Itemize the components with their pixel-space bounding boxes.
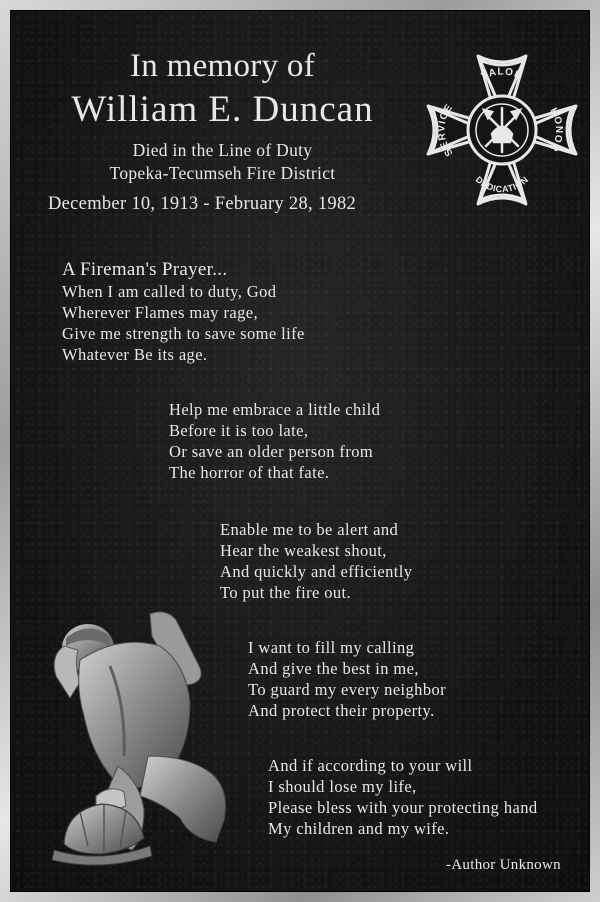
prayer-line: To guard my every neighbor: [248, 680, 447, 699]
prayer-line: I want to fill my calling: [248, 638, 415, 657]
prayer-line: Or save an older person from: [169, 442, 374, 461]
emblem-bottom-text: DEDICATION: [473, 174, 531, 195]
prayer-line: Whatever Be its age.: [62, 345, 208, 364]
prayer-title: A Fireman's Prayer...: [62, 259, 228, 280]
prayer-line: Enable me to be alert and: [220, 520, 399, 539]
prayer-stanza: [169, 399, 380, 483]
memorial-plaque: [10, 10, 590, 892]
life-dates: December 10, 1913 - February 28, 1982: [48, 194, 357, 214]
memory-heading: In memory of: [129, 48, 316, 84]
maltese-cross-icon: [422, 50, 582, 210]
honoree-name: William E. Duncan: [71, 89, 374, 130]
emblem-left-text: SERVICE: [436, 101, 456, 159]
emblem-right-text: HONOR: [547, 106, 565, 154]
author-credit: -Author Unknown: [446, 857, 561, 873]
line-of-duty-text: Died in the Line of Duty: [132, 140, 313, 160]
prayer-stanza: [248, 637, 446, 721]
kneeling-firefighter-statue: [40, 606, 240, 872]
prayer-line: The horror of that fate.: [169, 463, 330, 482]
prayer-line: And quickly and efficiently: [220, 562, 413, 581]
prayer-line: Please bless with your protecting hand: [268, 798, 538, 817]
prayer-line: I should lose my life,: [268, 777, 417, 796]
fire-district-text: Topeka-Tecumseh Fire District: [109, 163, 336, 183]
emblem-top-text: VALOR: [479, 66, 525, 83]
prayer-line: Give me strength to save some life: [62, 324, 305, 343]
prayer-stanza: [220, 519, 412, 603]
prayer-line: To put the fire out.: [220, 583, 352, 602]
prayer-line: Before it is too late,: [169, 421, 309, 440]
prayer-stanza: [62, 281, 305, 365]
prayer-line: Help me embrace a little child: [169, 400, 381, 419]
prayer-line: And if according to your will: [268, 756, 473, 775]
prayer-line: My children and my wife.: [268, 819, 450, 838]
prayer-line: And protect their property.: [248, 701, 435, 720]
prayer-line: And give the best in me,: [248, 659, 419, 678]
prayer-stanza: [268, 755, 538, 839]
prayer-line: Hear the weakest shout,: [220, 541, 387, 560]
prayer-line: When I am called to duty, God: [62, 282, 277, 301]
prayer-line: Wherever Flames may rage,: [62, 303, 258, 322]
